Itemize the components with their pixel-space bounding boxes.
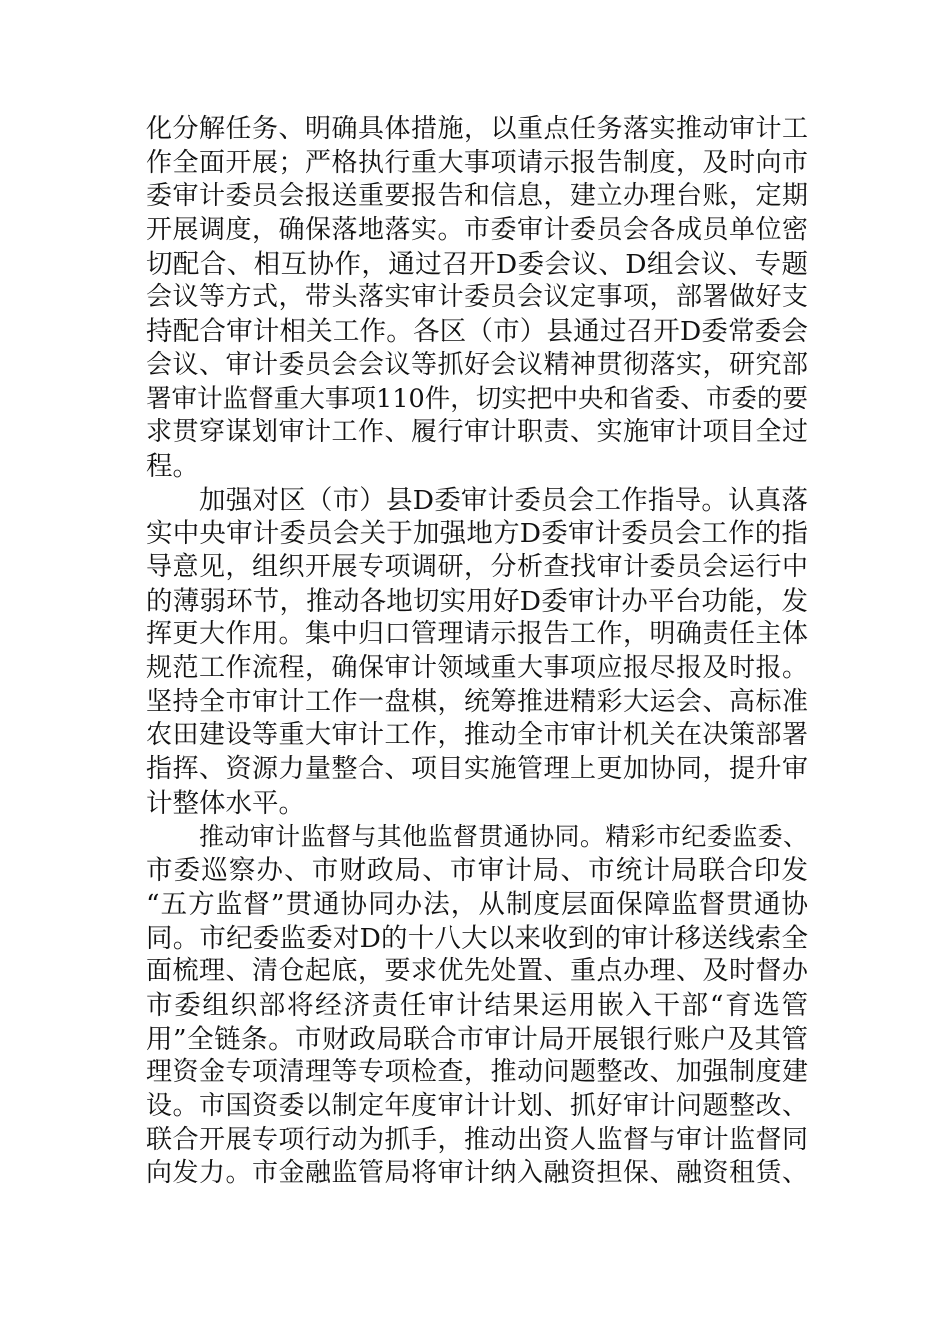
document-body: [146, 113, 808, 1191]
text-line: 挥更大作用。集中归口管理请示报告工作，明确责任主体: [146, 619, 808, 650]
text-line: “五方监督”贯通协同办法，从制度层面保障监督贯通协: [146, 888, 808, 920]
text-line: 推动审计监督与其他监督贯通协同。精彩市纪委监委、: [199, 822, 808, 852]
text-line: 实中央审计委员会关于加强地方D委审计委员会工作的指: [146, 518, 808, 550]
text-line: 委审计委员会报送重要报告和信息，建立办理台账，定期: [146, 181, 808, 212]
text-line: 指挥、资源力量整合、项目实施管理上更加协同，提升审: [146, 754, 808, 785]
text-line: 市委巡察办、市财政局、市审计局、市统计局联合印发: [146, 855, 808, 887]
text-line: 的薄弱环节，推动各地切实用好D委审计办平台功能，发: [146, 585, 808, 617]
text-line: 会议等方式，带头落实审计委员会议定事项，部署做好支: [146, 282, 808, 313]
text-line: 署审计监督重大事项110件，切实把中央和省委、市委的要: [146, 383, 808, 414]
text-line: 联合开展专项行动为抓手，推动出资人监督与审计监督同: [146, 1124, 808, 1155]
text-line: 作全面开展；严格执行重大事项请示报告制度，及时向市: [146, 147, 808, 178]
text-line: 用”全链条。市财政局联合市审计局开展银行账户及其管: [146, 1023, 808, 1055]
text-line: 理资金专项清理等专项检查，推动问题整改、加强制度建: [146, 1057, 808, 1088]
text-line: 向发力。市金融监管局将审计纳入融资担保、融资租赁、: [146, 1158, 808, 1189]
text-line: 设。市国资委以制定年度审计计划、抓好审计问题整改、: [146, 1090, 808, 1121]
text-line: 计整体水平。: [146, 787, 305, 819]
text-line: 市委组织部将经济责任审计结果运用嵌入干部“育选管: [146, 989, 808, 1021]
text-line: 面梳理、清仓起底，要求优先处置、重点办理、及时督办: [146, 956, 808, 987]
text-line: 会议、审计委员会会议等抓好会议精神贯彻落实，研究部: [146, 349, 808, 380]
text-line: 程。: [146, 450, 199, 482]
text-line: 化分解任务、明确具体措施，以重点任务落实推动审计工: [146, 114, 808, 144]
text-line: 持配合审计相关工作。各区（市）县通过召开D委常委会: [146, 316, 808, 348]
text-line: 同。市纪委监委对D的十八大以来收到的审计移送线索全: [146, 922, 808, 954]
text-line: 坚持全市审计工作一盘棋，统筹推进精彩大运会、高标准: [146, 686, 808, 717]
text-line: 导意见，组织开展专项调研，分析查找审计委员会运行中: [146, 551, 808, 582]
text-line: 开展调度，确保落地落实。市委审计委员会各成员单位密: [146, 215, 808, 246]
text-line: 求贯穿谋划审计工作、履行审计职责、实施审计项目全过: [146, 417, 808, 448]
text-line: 规范工作流程，确保审计领域重大事项应报尽报及时报。: [146, 653, 808, 683]
text-line: 切配合、相互协作，通过召开D委会议、D组会议、专题: [146, 248, 808, 280]
text-line: 加强对区（市）县D委审计委员会工作指导。认真落: [199, 484, 808, 516]
text-line: 农田建设等重大审计工作，推动全市审计机关在决策部署: [146, 720, 808, 751]
